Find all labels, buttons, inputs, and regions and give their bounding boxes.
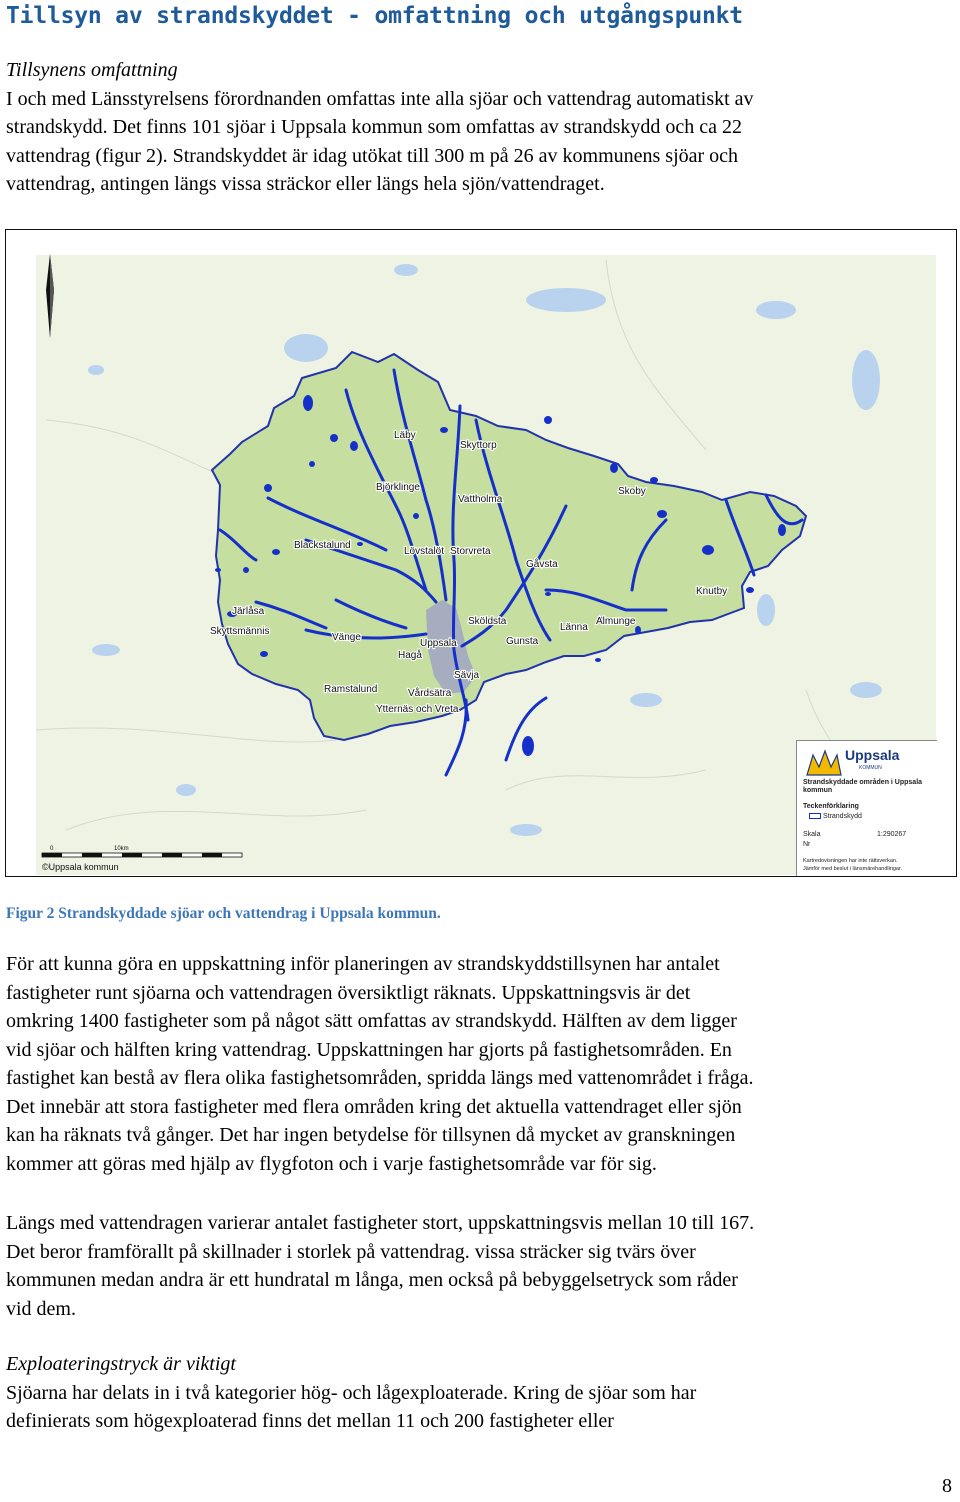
place-label: Björklinge (376, 482, 420, 493)
place-label: Knutby (696, 586, 728, 597)
legend-scale-value: 1:290267 (877, 831, 907, 838)
legend-disclaimer: Kartredovisningen har inte rättsverkan. (803, 858, 898, 864)
legend-disclaimer: Jämför med beslut i länsmärehandlingar. (803, 866, 903, 872)
place-label: Blackstalund (294, 540, 351, 551)
text-line: fastigheter runt sjöarna och vattendragen översiktligt räknats. Uppskattningsvis är det (6, 981, 691, 1004)
place-label: Gunsta (506, 636, 539, 647)
place-label: Skyttorp (460, 440, 497, 451)
place-label: Vårdsätra (408, 688, 452, 699)
legend-logo-text: Uppsala (845, 747, 900, 763)
text-line: vattendrag (figur 2). Strandskyddet är idag utökat till 300 m på 26 av kommunens sjöar och (6, 144, 739, 167)
text-line: strandskydd. Det finns 101 sjöar i Uppsala kommun som omfattas av strandskydd och ca 22 (6, 116, 742, 138)
legend-title: Strandskyddade områden i Uppsala kommun (803, 779, 923, 794)
map-legend (796, 740, 937, 876)
text-line: kan ha räknats två gånger. Det har ingen betydelse för tillsynen då mycket av granskningen (6, 1124, 736, 1146)
place-label: Vänge (332, 632, 361, 643)
text-line: Det innebär att stora fastigheter med flera områden kring det aktuella vattendraget eller sjön (6, 1095, 742, 1118)
text-line: definierats som högexploaterad finns det mellan 11 och 200 fastigheter eller (6, 1410, 614, 1432)
place-label: Skoby (618, 486, 646, 497)
text-line: vid dem. (6, 1297, 76, 1320)
place-label: Ramstalund (324, 684, 378, 695)
paragraph-watercourses (6, 1209, 951, 1323)
place-label: Vattholma (458, 494, 503, 505)
figure-caption: Figur 2 Strandskyddade sjöar och vattendrag i Uppsala kommun. (6, 905, 441, 922)
text-line: vattendrag, antingen längs vissa sträckor eller längs hela sjön/vattendraget. (6, 173, 605, 195)
text-line: I och med Länsstyrelsens förordnanden omfattas inte alla sjöar och vattendrag automatiskt av (6, 87, 754, 110)
legend-swatch (809, 813, 821, 819)
text-line: omkring 1400 fastigheter som på något sätt omfattas av strandskydd. Hälften av dem ligger (6, 1010, 737, 1032)
text-line: Längs med vattendragen varierar antalet fastigheter stort, uppskattningsvis mellan 10 till 167. (6, 1212, 755, 1234)
place-label: Gåvsta (526, 559, 558, 570)
text-line: kommunen medan andra är ett hundratal m långa, men också på bebyggelsetryck som råder (6, 1269, 738, 1291)
svg-text:0: 0 (50, 846, 54, 852)
place-label: Storvreta (450, 546, 491, 557)
uppsala-logo-icon (803, 745, 843, 779)
legend-scale-no: Nr (803, 841, 811, 848)
page-number: 8 (942, 1475, 952, 1497)
place-label: Sävja (454, 670, 480, 681)
place-label: Läby (394, 430, 416, 441)
place-label: Länna (560, 622, 588, 633)
text-line: Det beror framförallt på skillnader i storlek på vattendrag. vissa sträcker sig tvärs över (6, 1240, 696, 1263)
place-label: Uppsala (420, 638, 457, 649)
text-line: Sjöarna har delats in i två kategorier hög- och lågexploaterade. Kring de sjöar som har (6, 1381, 697, 1404)
text-line: vid sjöar och hälften kring vattendrag. Uppskattningen har gjorts på fastighetsområden. En (6, 1038, 732, 1061)
legend-scale-label: Skala (803, 831, 821, 838)
place-label: Järlåsa (232, 606, 265, 617)
place-label: Skyttsmännis (210, 626, 270, 637)
place-label: Ytternäs och Vreta (376, 704, 459, 715)
section-heading: Exploateringstryck är viktigt (6, 1353, 236, 1375)
map-copyright: ©Uppsala kommun (42, 862, 119, 872)
map-figure (5, 229, 957, 877)
section-exploateringstryck (6, 1350, 951, 1436)
legend-key-item: Strandskydd (809, 813, 862, 821)
section-tillsynens-omfattning (6, 56, 951, 199)
legend-logo-sub: KOMMUN (859, 765, 882, 771)
text-line: kommer att göras med hjälp av flygfoton och i varje fastighetsområde var för sig. (6, 1152, 657, 1175)
place-label: Lövstalöt (404, 546, 445, 557)
paragraph-estimation (6, 950, 951, 1178)
svg-text:10km: 10km (114, 846, 129, 852)
page-title: Tillsyn av strandskyddet - omfattning och utgångspunkt (6, 3, 743, 29)
text-line: fastighet kan bestå av flera olika fastighetsområden, spridda längs med vattenområdet i fråga. (6, 1067, 754, 1089)
place-label: Almunge (596, 616, 636, 627)
legend-key-heading: Teckenförklaring (803, 803, 859, 810)
section-heading: Tillsynens omfattning (6, 59, 178, 81)
place-label: Sköldsta (468, 616, 507, 627)
place-label: Hagå (398, 650, 422, 661)
text-line: För att kunna göra en uppskattning inför planeringen av strandskyddstillsynen har antalet (6, 953, 720, 975)
